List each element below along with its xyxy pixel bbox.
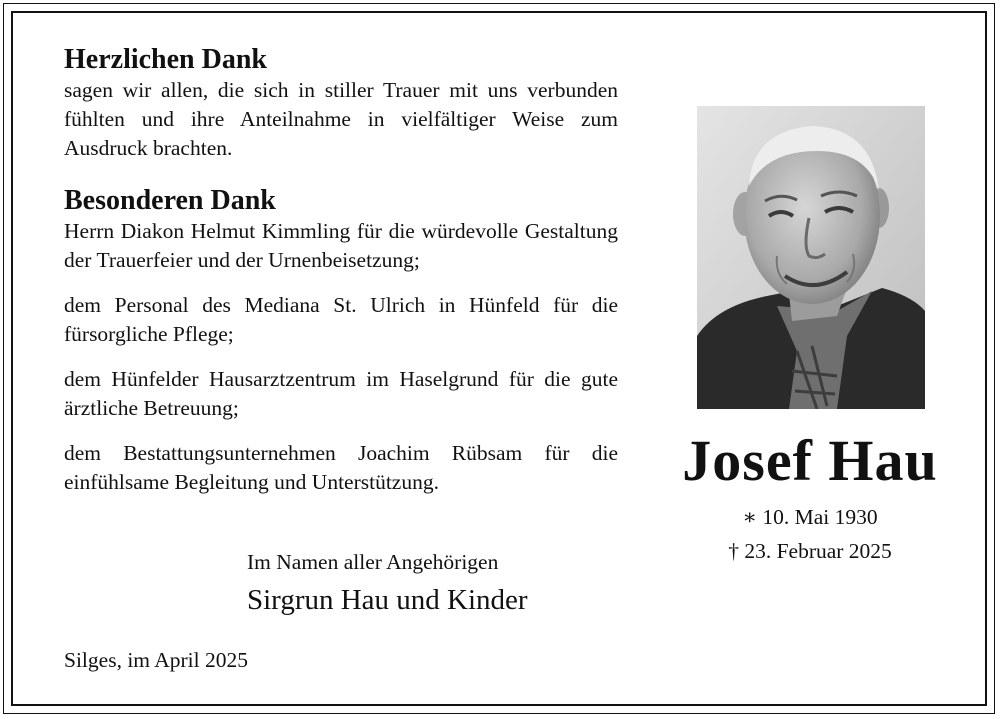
deceased-name: Josef Hau [682,428,938,493]
heading-besonderen-dank: Besonderen Dank [64,185,276,216]
signature-names: Sirgrun Hau und Kinder [247,584,528,616]
thanks-item: dem Hünfelder Hausarztzentrum im Haselgrund für die gute ärztliche Betreuung; [64,367,618,420]
thanks-text [64,44,618,497]
heading-herzlichen-dank: Herzlichen Dank [64,44,267,75]
signature-line-1: Im Namen aller Angehörigen [247,550,499,574]
thanks-item: Herrn Diakon Helmut Kimmling für die würdevolle Gestaltung der Trauerfeier und der Urnenbeisetzung; [64,219,618,272]
thanks-paragraph: sagen wir allen, die sich in stiller Trauer mit uns verbunden fühlten und ihre Anteilnahme in vielfältiger Weise zum Ausdruck brachten. [64,78,618,160]
life-dates [655,500,965,568]
portrait-photo [697,106,925,409]
signature [247,548,528,618]
death-date: † 23. Februar 2025 [728,539,892,563]
place-date: Silges, im April 2025 [64,648,248,672]
birth-date: ∗ 10. Mai 1930 [742,505,878,529]
thanks-item: dem Bestattungsunternehmen Joachim Rübsam für die einfühlsame Begleitung und Unterstützung. [64,441,618,494]
thanks-item: dem Personal des Mediana St. Ulrich in Hünfeld für die fürsorgliche Pflege; [64,293,618,346]
